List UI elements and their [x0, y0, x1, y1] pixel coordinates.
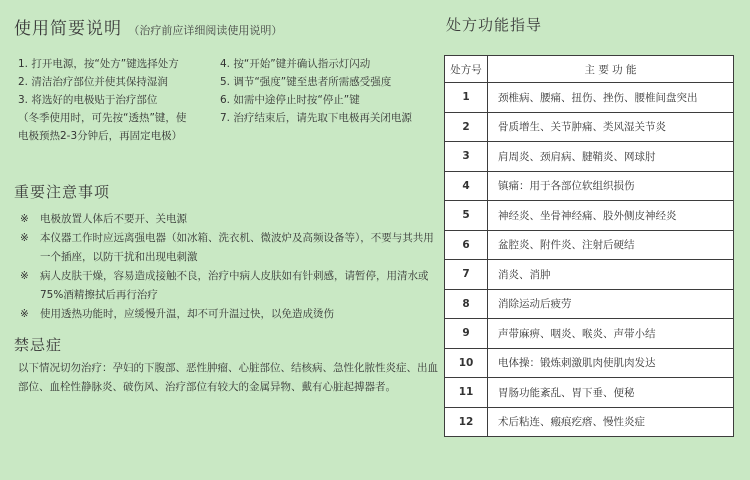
usage-step: 7. 治疗结束后，请先取下电极再关闭电源 [220, 112, 412, 124]
table-row [445, 201, 734, 231]
note-marker: ※ [20, 232, 29, 244]
note-marker: ※ [20, 213, 29, 225]
usage-step-note: （冬季使用时，可先按“透热”键，使 [18, 112, 187, 124]
usage-step: 1. 打开电源，按“处方”键选择处方 [18, 58, 179, 70]
note-item [14, 229, 440, 267]
table-row [445, 112, 734, 142]
prescription-function: 胃肠功能紊乱、胃下垂、便秘 [488, 378, 734, 408]
usage-step: 5. 调节“强度”键至患者所需感受强度 [220, 76, 392, 88]
table-row [445, 378, 734, 408]
table-row [445, 289, 734, 319]
prescription-function: 消炎、消肿 [488, 260, 734, 290]
prescription-num: 7 [445, 260, 488, 290]
prescription-table [444, 55, 734, 437]
prescription-num: 9 [445, 319, 488, 349]
usage-heading [14, 14, 440, 39]
table-row [445, 407, 734, 437]
prescription-title: 处方功能指导 [446, 16, 543, 34]
contraindications-text: 以下情况切勿治疗：孕妇的下腹部、恶性肿瘤、心脏部位、结核病、急性化脓性炎症、出血部位、血栓性静脉炎、破伤风、治疗部位有较大的金属异物、戴有心脏起搏器者。 [18, 362, 438, 393]
note-text: 病人皮肤干燥，容易造成接触不良，治疗中病人皮肤如有针刺感，请暂停，用清水或75%酒精擦拭后再行治疗 [40, 270, 429, 301]
table-row [445, 348, 734, 378]
usage-step: 6. 如需中途停止时按“停止”键 [220, 94, 360, 106]
usage-steps [14, 55, 440, 173]
note-marker: ※ [20, 308, 29, 320]
usage-title: 使用简要说明 [14, 19, 122, 39]
table-row [445, 230, 734, 260]
usage-steps-left [18, 55, 218, 145]
note-text: 本仪器工作时应远离强电器（如冰箱、洗衣机、微波炉及高频设备等），不要与其共用一个插座，以防干扰和出现电刺激 [40, 232, 434, 263]
prescription-num: 4 [445, 171, 488, 201]
prescription-num: 5 [445, 201, 488, 231]
prescription-function: 肩周炎、颈肩病、腱鞘炎、网球肘 [488, 142, 734, 172]
note-item [14, 267, 440, 305]
table-row [445, 260, 734, 290]
note-item [14, 210, 440, 229]
prescription-num: 10 [445, 348, 488, 378]
note-item [14, 305, 440, 324]
prescription-num: 12 [445, 407, 488, 437]
header-num: 处方号 [445, 56, 488, 83]
usage-subtitle: （治疗前应详细阅读使用说明） [128, 24, 283, 37]
prescription-num: 2 [445, 112, 488, 142]
usage-step-note: 电极预热2-3分钟后，再固定电极） [18, 130, 183, 142]
prescription-num: 3 [445, 142, 488, 172]
table-header-row [445, 56, 734, 83]
notes-list [14, 210, 440, 324]
note-marker: ※ [20, 270, 29, 282]
notes-title: 重要注意事项 [14, 183, 111, 201]
prescription-function: 骨质增生、关节肿痛、类风湿关节炎 [488, 112, 734, 142]
prescription-function: 术后粘连、瘢痕疙瘩、慢性炎症 [488, 407, 734, 437]
prescription-function: 神经炎、坐骨神经痛、股外侧皮神经炎 [488, 201, 734, 231]
contraindications-title: 禁忌症 [14, 336, 63, 354]
note-text: 使用透热功能时，应缓慢升温，却不可升温过快，以免造成烫伤 [40, 308, 334, 320]
prescription-function: 消除运动后疲劳 [488, 289, 734, 319]
prescription-num: 11 [445, 378, 488, 408]
header-function: 主 要 功 能 [488, 56, 734, 83]
note-text: 电极放置人体后不要开、关电源 [40, 213, 187, 225]
table-row [445, 142, 734, 172]
usage-steps-right [220, 55, 440, 127]
prescription-panel [444, 14, 744, 437]
usage-step: 4. 按“开始”键并确认指示灯闪动 [220, 58, 371, 70]
prescription-function: 电体操：锻炼刺激肌肉使肌肉发达 [488, 348, 734, 378]
prescription-function: 镇痛：用于各部位软组织损伤 [488, 171, 734, 201]
prescription-function: 声带麻痹、咽炎、喉炎、声带小结 [488, 319, 734, 349]
prescription-function: 盆腔炎、附件炎、注射后硬结 [488, 230, 734, 260]
prescription-function: 颈椎病、腰痛、扭伤、挫伤、腰椎间盘突出 [488, 83, 734, 113]
usage-step: 2. 清洁治疗部位并使其保持湿润 [18, 76, 168, 88]
instructions-panel [14, 14, 440, 397]
prescription-num: 6 [445, 230, 488, 260]
table-row [445, 319, 734, 349]
usage-step: 3. 将选好的电极贴于治疗部位 [18, 94, 158, 106]
table-row [445, 83, 734, 113]
prescription-num: 8 [445, 289, 488, 319]
table-row [445, 171, 734, 201]
prescription-num: 1 [445, 83, 488, 113]
